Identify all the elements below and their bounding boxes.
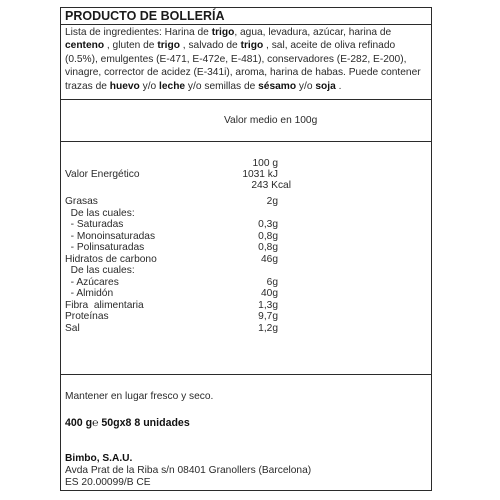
nutrition-row-label: Grasas [65,196,98,207]
nutrition-row-label: De las cuales: [65,265,135,276]
nutrition-row-label: Sal [65,322,80,334]
nutrition-row-value: 2g [266,196,278,207]
nutrition-row-value: 0,8g [258,230,278,242]
allergen-text: trigo [240,40,264,52]
separator-ingredients [61,99,431,100]
nutrition-row-label: Proteínas [65,311,109,322]
energy-label: Valor Energético [65,169,140,180]
nutrition-row-value: 46g [261,253,278,265]
nutrition-row-label: - Saturadas [65,219,124,230]
nutrition-row-label: Fibra alimentaria [65,299,144,311]
allergen-text: trigo [211,27,235,38]
product-title: PRODUCTO DE BOLLERÍA [65,9,225,23]
ingredient-segment: y/o semillas de [185,80,259,92]
separator-nutrition [61,374,431,375]
nutrition-row-value: 1,2g [258,322,278,334]
nutrition-row-value: 0,3g [258,219,278,230]
ingredient-segment: , salvado de [179,40,241,52]
allergen-text: leche [159,80,186,92]
nutrition-row-value: 0,8g [258,242,278,253]
company-name: Bimbo, S.A.U. [65,453,133,464]
nutrition-row-label: Hidratos de carbono [65,253,157,265]
ingredient-segment: , agua, levadura, azúcar, harina de [234,27,392,38]
ingredient-segment: Lista de ingredientes: Harina de [65,27,212,38]
ingredient-segment: y/o [296,80,316,92]
company-registry: ES 20.00099/B CE [65,477,151,488]
nutrition-header: Valor medio en 100g [224,115,318,126]
nutrition-row-label: - Monoinsaturadas [65,230,156,242]
separator-nutrition-header [61,141,431,142]
allergen-text: trigo [157,40,180,52]
ingredient-segment: . [335,80,342,92]
storage-text: Mantener en lugar fresco y seco. [65,391,214,402]
ingredient-segment: y/o [139,80,160,92]
nutrition-row-label: - Almidón [65,288,114,299]
energy-kj: 1031 kJ [242,169,278,180]
ingredients-text [65,26,427,93]
per-label: 100 g [252,158,278,169]
allergen-text: huevo [109,80,140,92]
ingredient-segment: , sal, aceite de oliva refinado (0.5%), emulgentes (E-471, E-472e, E-481), conservadores (E-282, E-200), vinagre, corrector de acidez (E-341i), aroma, harina de habas. Puede contener trazas de [65,40,421,92]
nutrition-row-value: 40g [261,288,278,299]
nutrition-row-value: 6g [266,276,278,288]
ingredient-segment: , gluten de [104,40,158,52]
title-box [61,8,431,25]
weight-text: 400 g℮ 50gx8 8 unidades [65,417,190,429]
allergen-text: centeno [65,40,105,52]
nutrition-row-value: 1,3g [258,299,278,311]
nutrition-row-label: - Polinsaturadas [65,242,145,253]
energy-kcal: 243 Kcal [251,180,291,191]
nutrition-row-label: - Azúcares [65,276,119,288]
nutrition-row-value: 9,7g [258,311,278,322]
nutrition-row-label: De las cuales: [65,207,135,219]
allergen-text: sésamo [258,80,297,92]
allergen-text: soja [315,80,336,92]
label-frame [60,7,432,491]
company-address: Avda Prat de la Riba s/n 08401 Granollers (Barcelona) [65,465,312,476]
